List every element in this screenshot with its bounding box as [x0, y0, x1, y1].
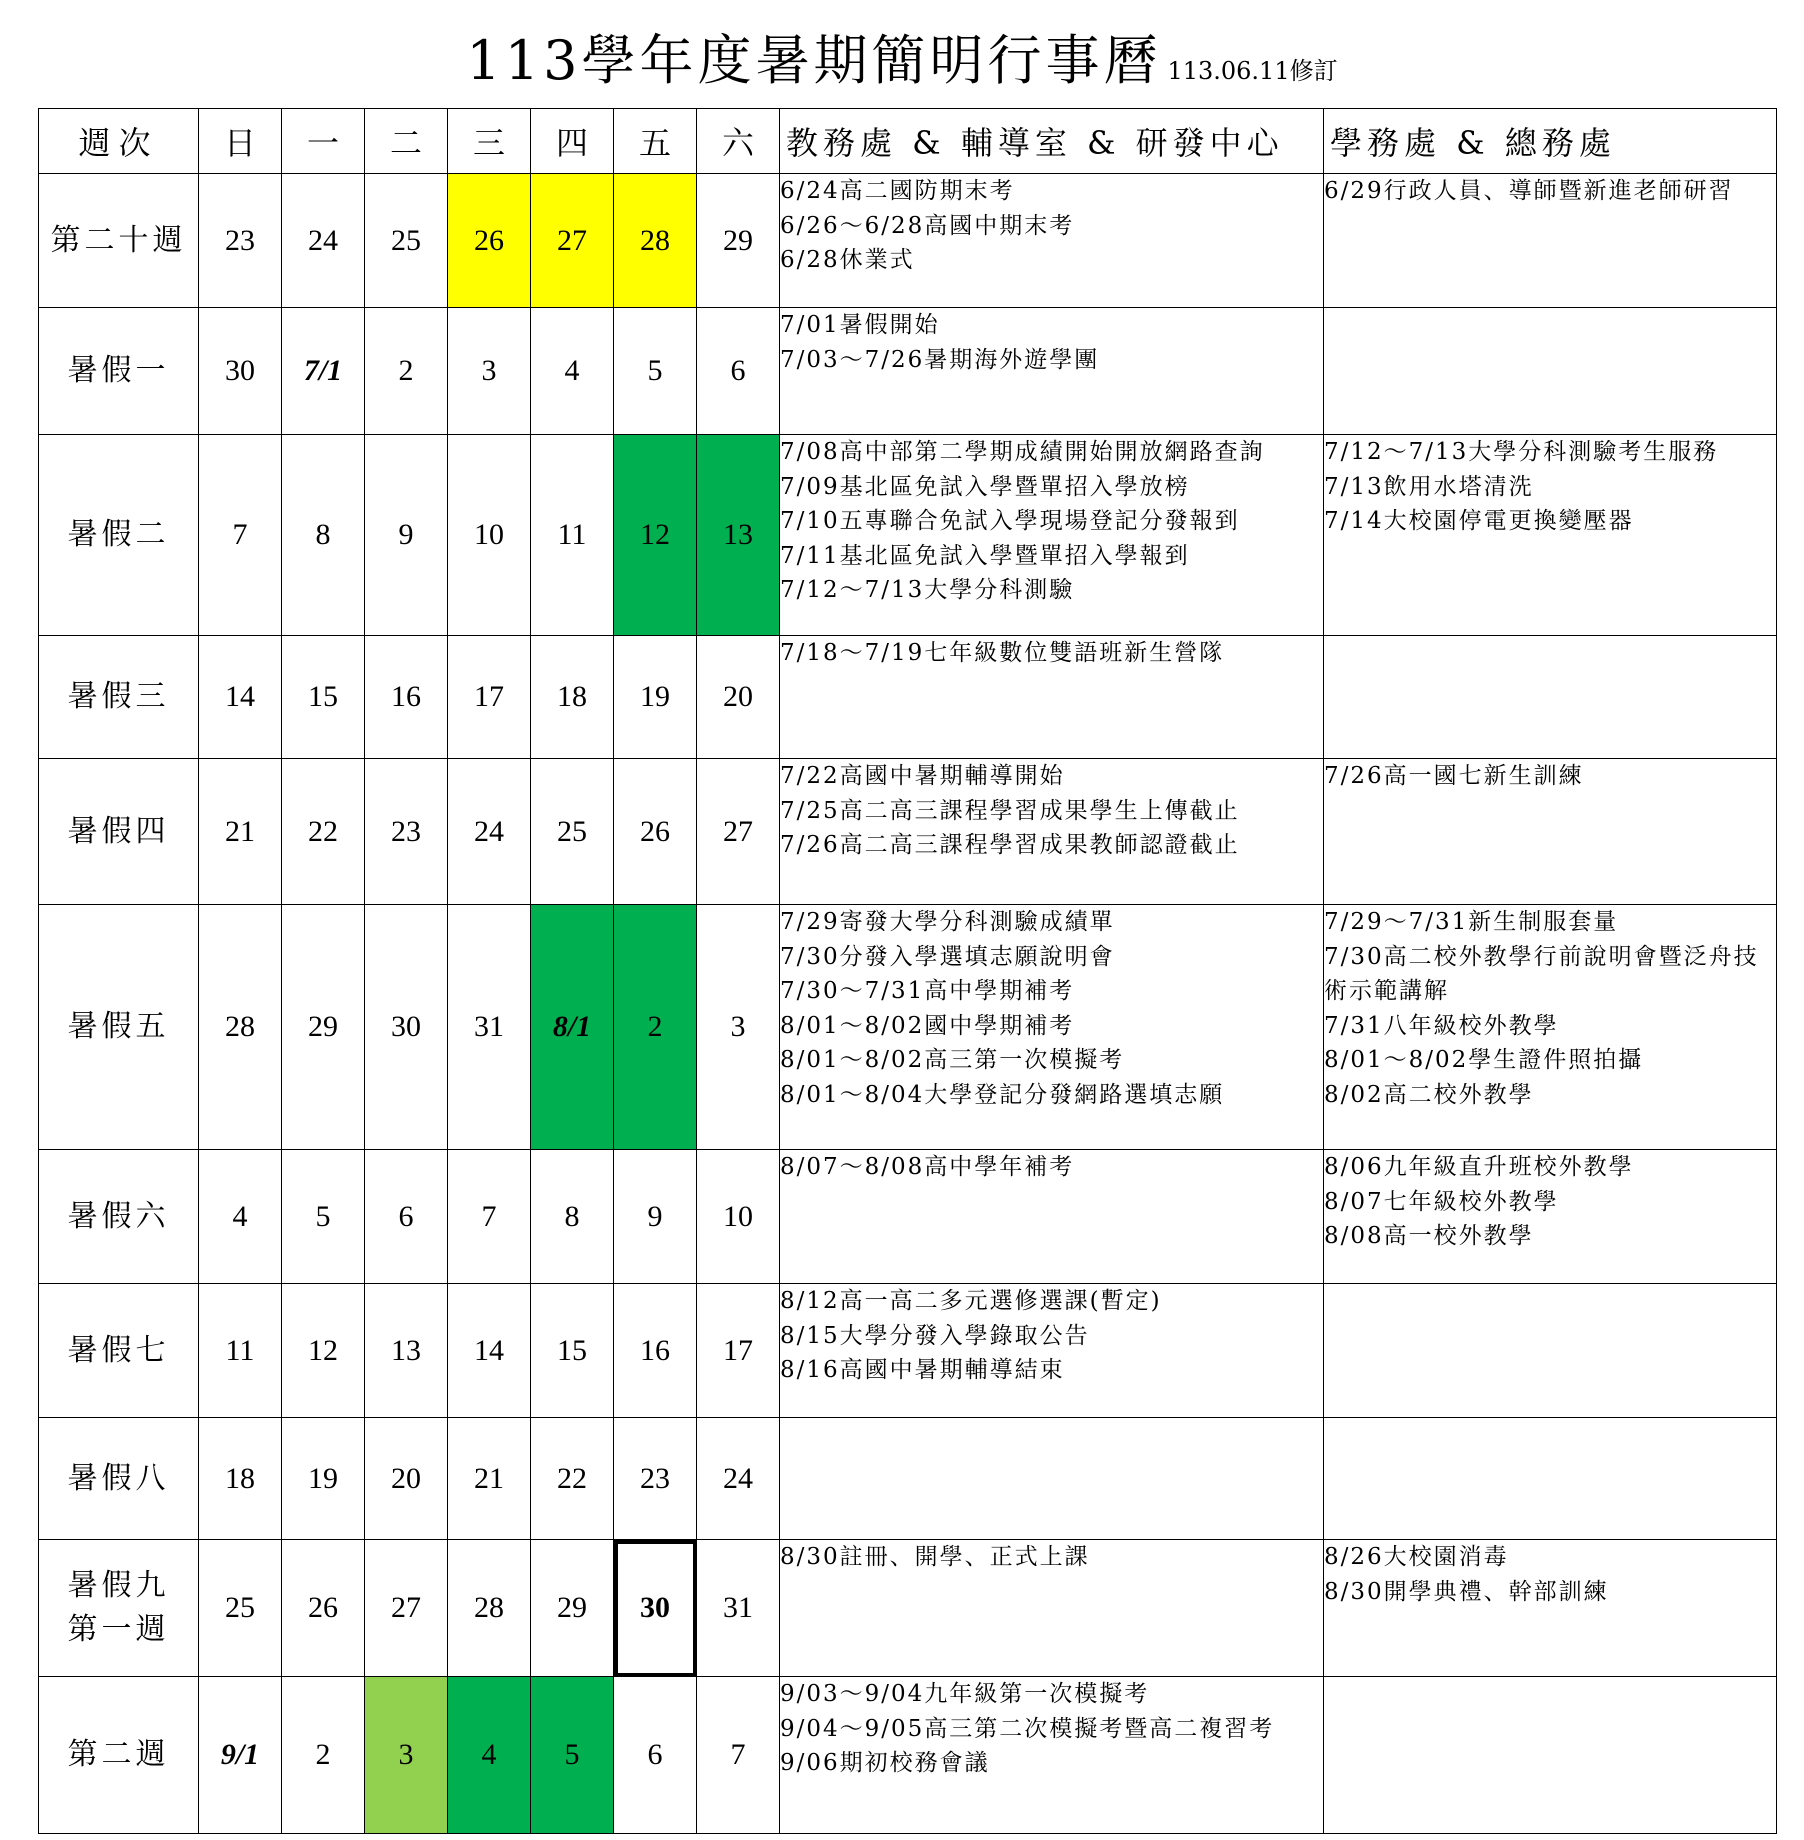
day-cell: 20 [365, 1418, 448, 1540]
event-item: 7/14大校園停電更換變壓器 [1324, 508, 1634, 534]
header-day-fri: 五 [614, 109, 697, 174]
student-general-events [1324, 1677, 1777, 1834]
event-item: 8/26大校園消毒 [1324, 1544, 1509, 1570]
revision-date: 113.06.11修訂 [1167, 57, 1338, 85]
title-main: 113學年度暑期簡明行事曆 [466, 29, 1162, 92]
event-item: 7/08高中部第二學期成績開始開放網路查詢 [780, 439, 1265, 465]
week-label [39, 1284, 199, 1418]
day-cell: 23 [614, 1418, 697, 1540]
day-cell: 28 [199, 905, 282, 1150]
academic-events [780, 174, 1324, 308]
week-label [39, 308, 199, 435]
header-day-sun: 日 [199, 109, 282, 174]
header-day-mon: 一 [282, 109, 365, 174]
day-cell: 30 [365, 905, 448, 1150]
event-item: 8/15大學分發入學錄取公告 [780, 1322, 1090, 1349]
day-cell: 22 [282, 759, 365, 905]
event-item: 8/08高一校外教學 [1324, 1223, 1534, 1249]
day-cell: 18 [531, 636, 614, 759]
event-item: 7/09基北區免試入學暨單招入學放榜 [780, 473, 1190, 500]
day-cell: 16 [614, 1284, 697, 1418]
week-label-text: 暑假五 [67, 1009, 170, 1044]
day-cell: 5 [282, 1150, 365, 1284]
week-row [39, 759, 1777, 905]
day-cell: 11 [199, 1284, 282, 1418]
day-cell: 4 [448, 1677, 531, 1834]
student-general-events [1324, 1418, 1777, 1540]
student-general-events [1324, 308, 1777, 435]
student-general-events [1324, 636, 1777, 759]
week-row [39, 636, 1777, 759]
day-cell: 28 [448, 1540, 531, 1677]
day-cell: 22 [531, 1418, 614, 1540]
day-cell: 31 [697, 1540, 780, 1677]
event-item: 7/22高國中暑期輔導開始 [780, 763, 1065, 789]
event-item: 7/26高一國七新生訓練 [1324, 763, 1584, 789]
event-item: 8/01～8/04大學登記分發網路選填志願 [780, 1081, 1225, 1108]
day-cell: 24 [697, 1418, 780, 1540]
day-cell: 12 [282, 1284, 365, 1418]
event-item: 7/26高二高三課程學習成果教師認證截止 [780, 832, 1240, 858]
week-label [39, 1677, 199, 1834]
week-label-text: 暑假二 [67, 517, 170, 552]
day-cell: 27 [697, 759, 780, 905]
day-cell: 29 [531, 1540, 614, 1677]
day-cell: 14 [199, 636, 282, 759]
academic-events [780, 1418, 1324, 1540]
day-cell: 15 [531, 1284, 614, 1418]
event-item: 6/29行政人員、導師暨新進老師研習 [1324, 178, 1734, 204]
week-row [39, 1418, 1777, 1540]
day-cell: 5 [531, 1677, 614, 1834]
week-label-text: 暑假六 [67, 1198, 170, 1234]
event-item: 7/11基北區免試入學暨單招入學報到 [780, 542, 1190, 569]
day-cell: 25 [365, 174, 448, 308]
day-cell: 3 [448, 308, 531, 435]
day-cell: 2 [282, 1677, 365, 1834]
day-cell: 7/1 [282, 308, 365, 435]
event-item: 8/30開學典禮、幹部訓練 [1324, 1578, 1609, 1605]
week-row [39, 905, 1777, 1150]
week-row [39, 435, 1777, 636]
week-label [39, 1150, 199, 1284]
week-label-text: 暑假九 [67, 1568, 170, 1603]
event-item: 6/26～6/28高國中期末考 [780, 212, 1075, 239]
day-cell: 2 [365, 308, 448, 435]
week-row [39, 308, 1777, 435]
day-cell: 27 [531, 174, 614, 308]
day-cell: 31 [448, 905, 531, 1150]
week-label-secondary: 第一週 [67, 1612, 170, 1647]
event-item: 9/06期初校務會議 [780, 1750, 990, 1776]
day-cell: 29 [697, 174, 780, 308]
academic-events [780, 759, 1324, 905]
event-item: 7/12～7/13大學分科測驗考生服務 [1324, 439, 1719, 465]
day-cell: 25 [531, 759, 614, 905]
day-cell: 7 [448, 1150, 531, 1284]
student-general-events [1324, 1150, 1777, 1284]
day-cell: 2 [614, 905, 697, 1150]
event-item: 7/10五專聯合免試入學現場登記分發報到 [780, 508, 1240, 534]
event-item: 7/25高二高三課程學習成果學生上傳截止 [780, 797, 1240, 824]
day-cell: 24 [282, 174, 365, 308]
day-cell: 7 [199, 435, 282, 636]
student-general-events [1324, 1284, 1777, 1418]
day-cell: 16 [365, 636, 448, 759]
event-item: 7/01暑假開始 [780, 312, 940, 338]
week-row [39, 174, 1777, 308]
academic-events [780, 1284, 1324, 1418]
week-label-text: 第二週 [67, 1737, 170, 1772]
week-label [39, 636, 199, 759]
day-cell: 7 [697, 1677, 780, 1834]
day-cell: 21 [448, 1418, 531, 1540]
day-cell: 15 [282, 636, 365, 759]
student-general-events [1324, 174, 1777, 308]
event-item: 7/30分發入學選填志願說明會 [780, 943, 1115, 970]
event-item: 7/13飲用水塔清洗 [1324, 473, 1534, 500]
week-label-text: 暑假三 [67, 679, 170, 714]
day-cell: 30 [199, 308, 282, 435]
day-cell: 26 [282, 1540, 365, 1677]
header-week: 週次 [39, 109, 199, 174]
day-cell: 21 [199, 759, 282, 905]
week-label [39, 1418, 199, 1540]
day-cell: 14 [448, 1284, 531, 1418]
calendar-table [38, 108, 1777, 1834]
day-cell: 29 [282, 905, 365, 1150]
day-cell: 4 [531, 308, 614, 435]
event-item: 6/28休業式 [780, 247, 915, 273]
header-day-tue: 二 [365, 109, 448, 174]
week-row [39, 1284, 1777, 1418]
student-general-events [1324, 759, 1777, 905]
day-cell: 26 [448, 174, 531, 308]
academic-events [780, 636, 1324, 759]
day-cell: 3 [365, 1677, 448, 1834]
day-cell: 9 [614, 1150, 697, 1284]
day-cell: 26 [614, 759, 697, 905]
day-cell: 18 [199, 1418, 282, 1540]
week-label-text: 第二十週 [50, 222, 187, 258]
week-label [39, 174, 199, 308]
day-cell: 17 [697, 1284, 780, 1418]
day-cell: 10 [448, 435, 531, 636]
event-item: 7/29寄發大學分科測驗成績單 [780, 909, 1115, 935]
academic-events [780, 308, 1324, 435]
week-label-text: 暑假四 [67, 813, 170, 849]
day-cell: 11 [531, 435, 614, 636]
event-item: 7/18～7/19七年級數位雙語班新生營隊 [780, 640, 1225, 666]
student-general-events [1324, 905, 1777, 1150]
week-label [39, 759, 199, 905]
day-cell: 13 [365, 1284, 448, 1418]
day-cell: 17 [448, 636, 531, 759]
day-cell: 8/1 [531, 905, 614, 1150]
day-cell: 9/1 [199, 1677, 282, 1834]
header-academic: 教務處 & 輔導室 & 研發中心 [780, 109, 1324, 174]
day-cell: 12 [614, 435, 697, 636]
day-cell: 9 [365, 435, 448, 636]
day-cell: 23 [199, 174, 282, 308]
event-item: 8/16高國中暑期輔導結束 [780, 1357, 1065, 1383]
day-cell: 5 [614, 308, 697, 435]
week-label-text: 暑假一 [67, 353, 170, 388]
day-cell: 8 [282, 435, 365, 636]
event-item: 7/12～7/13大學分科測驗 [780, 577, 1075, 603]
header-row [39, 109, 1777, 174]
day-cell: 25 [199, 1540, 282, 1677]
event-item: 7/29～7/31新生制服套量 [1324, 909, 1619, 935]
day-cell: 13 [697, 435, 780, 636]
event-item: 8/01～8/02學生證件照拍攝 [1324, 1047, 1644, 1073]
student-general-events [1324, 435, 1777, 636]
header-student-general: 學務處 & 總務處 [1324, 109, 1777, 174]
week-row [39, 1540, 1777, 1677]
student-general-events [1324, 1540, 1777, 1677]
calendar-body [39, 174, 1777, 1834]
event-item: 7/31八年級校外教學 [1324, 1012, 1559, 1039]
day-cell: 6 [614, 1677, 697, 1834]
day-cell: 4 [199, 1150, 282, 1284]
event-item: 8/12高一高二多元選修選課(暫定) [780, 1288, 1162, 1314]
academic-events [780, 435, 1324, 636]
week-row [39, 1677, 1777, 1834]
event-item: 7/03～7/26暑期海外遊學團 [780, 346, 1100, 373]
event-item: 7/30～7/31高中學期補考 [780, 978, 1075, 1004]
day-cell: 28 [614, 174, 697, 308]
week-label [39, 435, 199, 636]
event-item: 7/30高二校外教學行前說明會暨泛舟技術示範講解 [1324, 943, 1759, 1004]
day-cell: 19 [614, 636, 697, 759]
day-cell: 23 [365, 759, 448, 905]
header-day-sat: 六 [697, 109, 780, 174]
event-item: 8/02高二校外教學 [1324, 1081, 1534, 1108]
page-title [0, 18, 1804, 95]
day-cell: 3 [697, 905, 780, 1150]
day-cell: 27 [365, 1540, 448, 1677]
day-cell: 20 [697, 636, 780, 759]
academic-events [780, 1677, 1324, 1834]
event-item: 6/24高二國防期末考 [780, 178, 1015, 204]
day-cell: 6 [697, 308, 780, 435]
header-day-thu: 四 [531, 109, 614, 174]
academic-events [780, 905, 1324, 1150]
day-cell: 24 [448, 759, 531, 905]
event-item: 9/04～9/05高三第二次模擬考暨高二複習考 [780, 1715, 1275, 1742]
week-label [39, 1540, 199, 1677]
header-day-wed: 三 [448, 109, 531, 174]
day-cell: 19 [282, 1418, 365, 1540]
event-item: 8/07七年級校外教學 [1324, 1188, 1559, 1215]
day-cell: 8 [531, 1150, 614, 1284]
week-row [39, 1150, 1777, 1284]
event-item: 8/30註冊、開學、正式上課 [780, 1544, 1090, 1570]
week-label-text: 暑假七 [67, 1332, 170, 1368]
event-item: 8/01～8/02國中學期補考 [780, 1012, 1075, 1039]
academic-events [780, 1540, 1324, 1677]
day-cell: 6 [365, 1150, 448, 1284]
event-item: 8/07～8/08高中學年補考 [780, 1154, 1075, 1180]
event-item: 8/06九年級直升班校外教學 [1324, 1154, 1634, 1180]
week-label-text: 暑假八 [67, 1460, 170, 1496]
day-cell: 10 [697, 1150, 780, 1284]
event-item: 9/03～9/04九年級第一次模擬考 [780, 1681, 1150, 1707]
academic-events [780, 1150, 1324, 1284]
event-item: 8/01～8/02高三第一次模擬考 [780, 1047, 1125, 1073]
week-label [39, 905, 199, 1150]
day-cell: 30 [614, 1540, 697, 1677]
